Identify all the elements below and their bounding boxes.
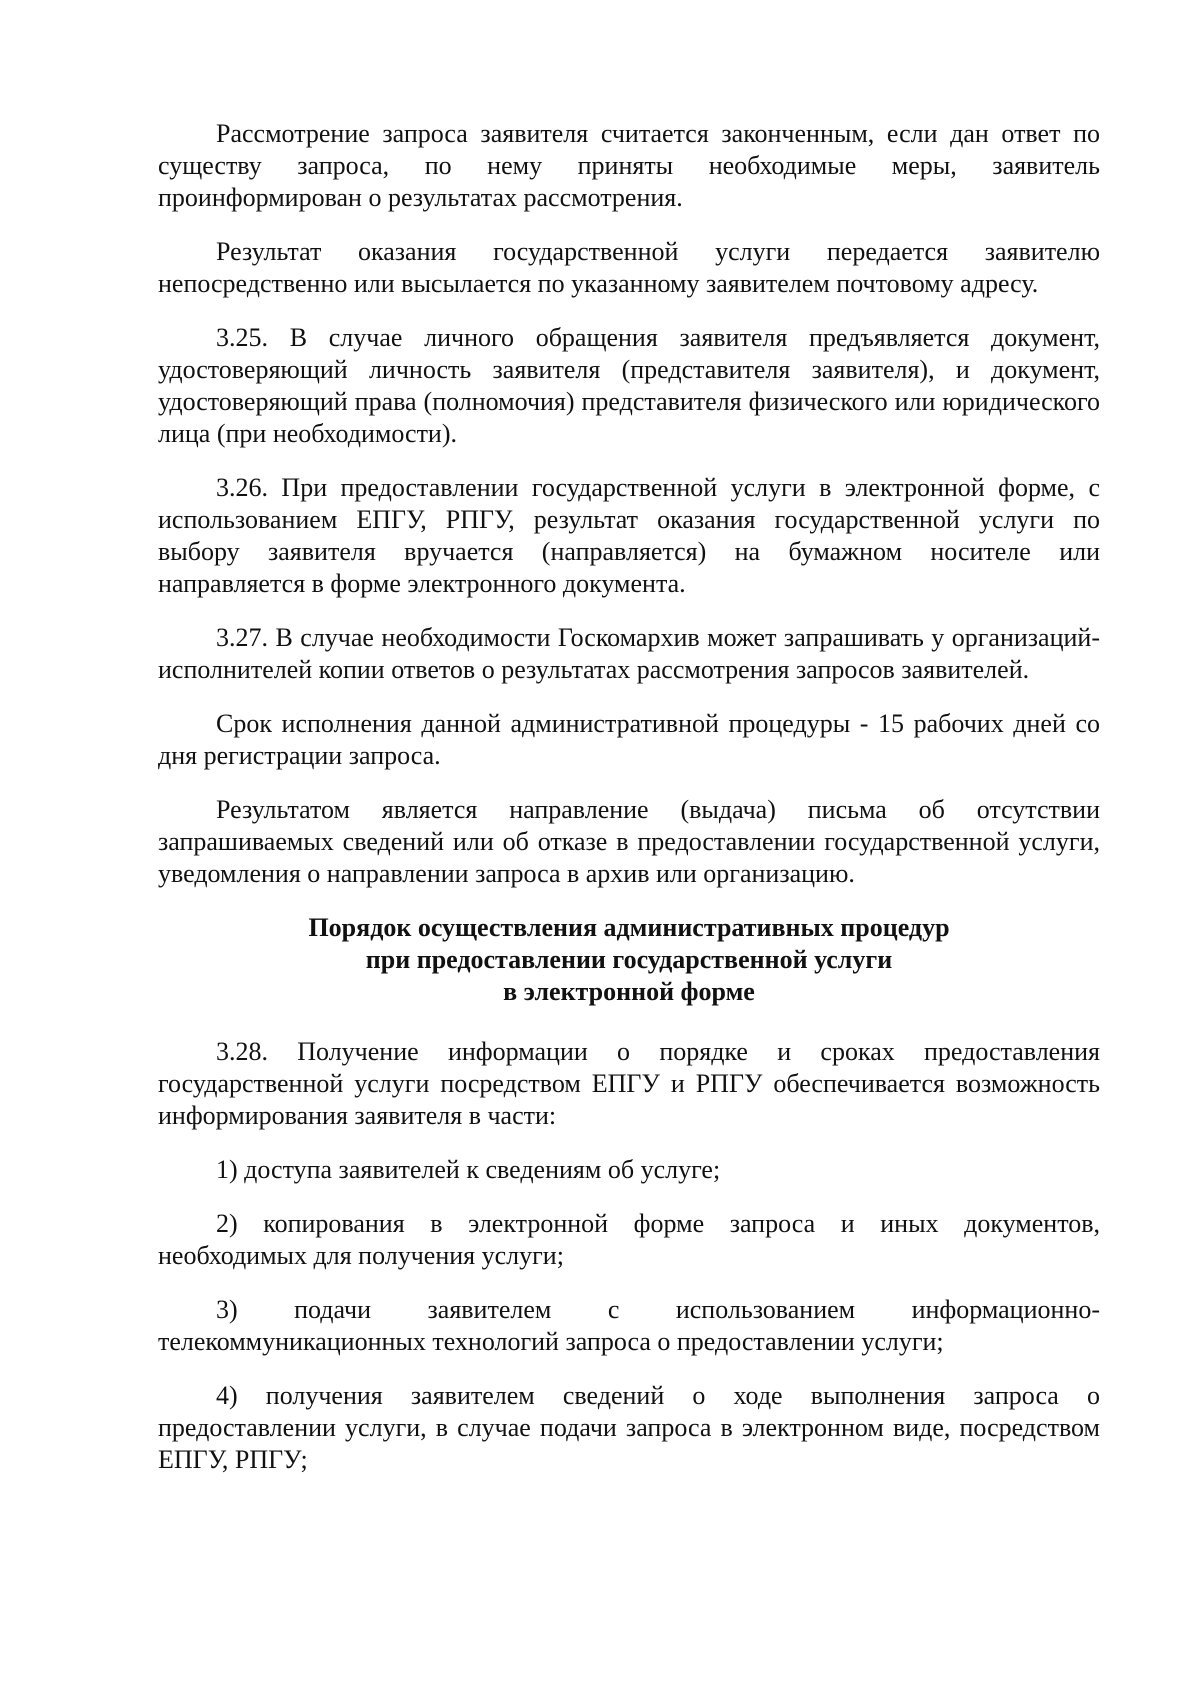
list-item-2: 2) копирования в электронной форме запроса и иных документов, необходимых для получения услуги; — [158, 1209, 1100, 1270]
list-item-4: 4) получения заявителем сведений о ходе выполнения запроса о предоставлении услуги, в случае подачи запроса в электронном виде, посредством ЕПГУ, РПГУ; — [158, 1381, 1100, 1474]
paragraph-result: Результатом является направление (выдача) письма об отсутствии запрашиваемых сведений или об отказе в предоставлении государственной услуги, уведомления о направлении запроса в архив или организацию. — [158, 795, 1100, 888]
paragraph-3-26: 3.26. При предоставлении государственной услуги в электронной форме, с использованием ЕПГУ, РПГУ, результат оказания государственной услуги по выбору заявителя вручается (направляется) на бумажном носителе или направляется в форме электронного документа. — [158, 473, 1100, 598]
document-body — [158, 118, 1100, 1498]
section-heading — [158, 912, 1100, 1008]
paragraph-deadline: Срок исполнения данной административной процедуры - 15 рабочих дней со дня регистрации запроса. — [158, 709, 1100, 770]
list-item-3: 3) подачи заявителем с использованием информационно-телекоммуникационных технологий запроса о предоставлении услуги; — [158, 1295, 1100, 1356]
paragraph-result-delivery: Результат оказания государственной услуги передается заявителю непосредственно или высылается по указанному заявителем почтовому адресу. — [158, 237, 1100, 298]
paragraph-3-27: 3.27. В случае необходимости Госкомархив может запрашивать у организаций-исполнителей копии ответов о результатах рассмотрения запросов заявителей. — [158, 623, 1100, 684]
paragraph-3-28: 3.28. Получение информации о порядке и сроках предоставления государственной услуги посредством ЕПГУ и РПГУ обеспечивается возможность информирования заявителя в части: — [158, 1037, 1100, 1130]
paragraph-review-completion: Рассмотрение запроса заявителя считается законченным, если дан ответ по существу запроса, по нему приняты необходимые меры, заявитель проинформирован о результатах рассмотрения. — [158, 119, 1100, 212]
section-heading-line-2: при предоставлении государственной услуги — [365, 945, 893, 974]
section-heading-line-3: в электронной форме — [503, 977, 755, 1006]
section-heading-line-1: Порядок осуществления административных процедур — [308, 913, 950, 942]
list-item-1: 1) доступа заявителей к сведениям об услуге; — [216, 1155, 721, 1184]
paragraph-3-25: 3.25. В случае личного обращения заявителя предъявляется документ, удостоверяющий личность заявителя (представителя заявителя), и документ, удостоверяющий права (полномочия) представителя физического или юридического лица (при необходимости). — [158, 323, 1100, 448]
